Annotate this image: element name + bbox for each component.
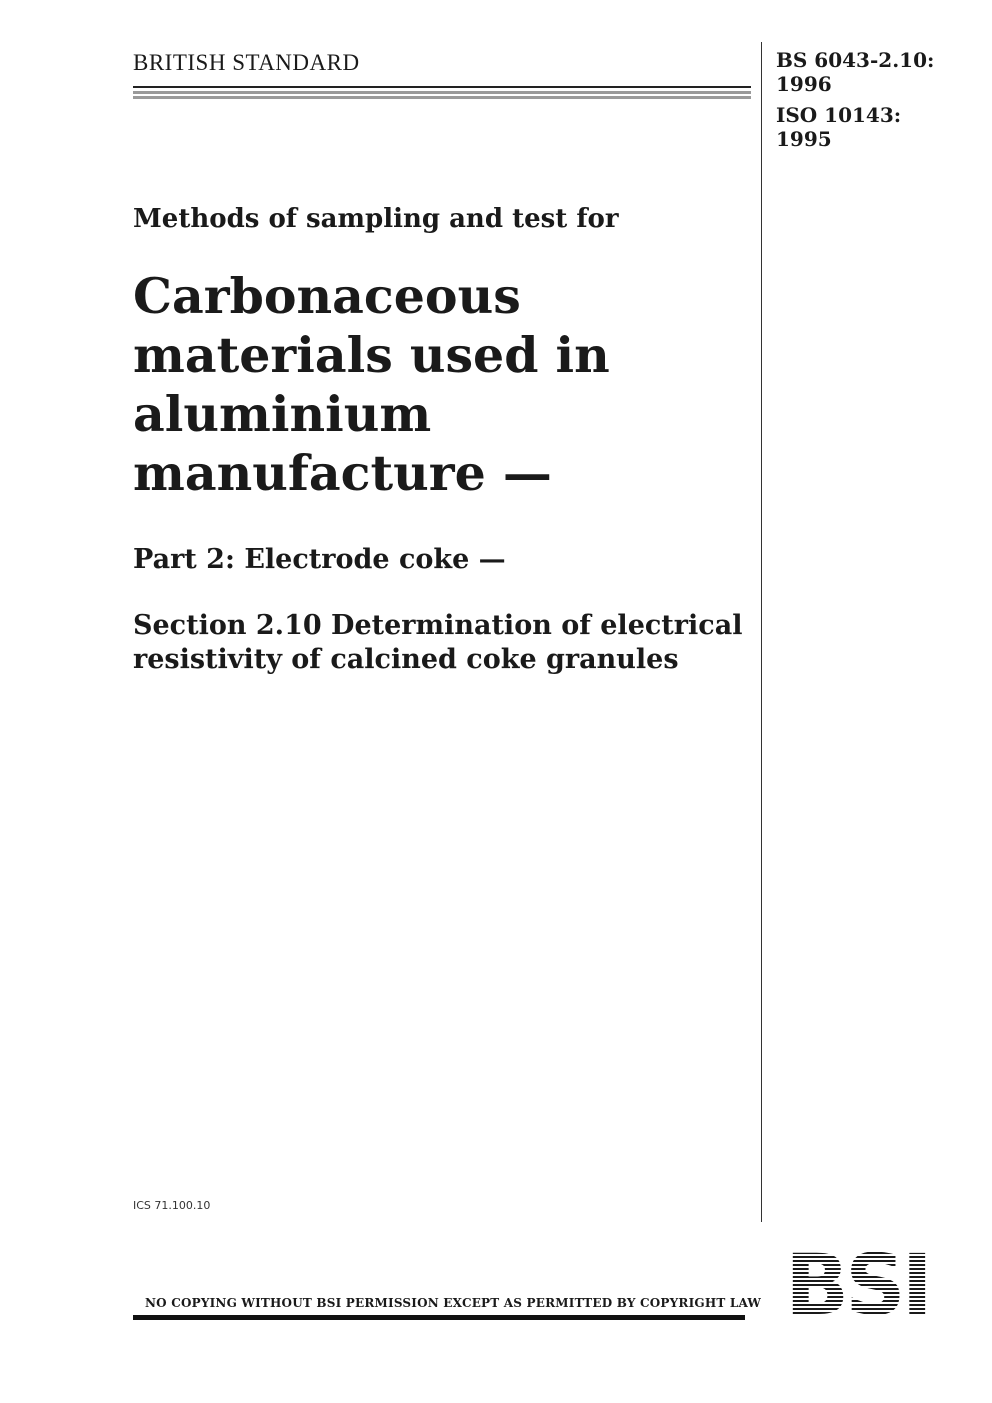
bs-year-line: 1996: [776, 72, 832, 96]
footer-rule: [133, 1315, 745, 1320]
main-title-line: materials used in: [133, 326, 610, 384]
iso-year-line: 1995: [776, 127, 832, 151]
main-title-line: aluminium: [133, 385, 432, 443]
document-type-label: BRITISH STANDARD: [133, 50, 360, 75]
section-title: [133, 609, 758, 677]
section-title-line: Section 2.10 Determination of electrical: [133, 610, 743, 641]
bsi-logo-icon: [770, 1244, 944, 1320]
svg-text:BSI: BSI: [785, 1244, 929, 1320]
column-divider: [761, 42, 762, 1222]
copyright-notice: NO COPYING WITHOUT BSI PERMISSION EXCEPT AS PERMITTED BY COPYRIGHT LAW: [145, 1296, 762, 1310]
main-title-line: manufacture —: [133, 444, 552, 502]
pre-title: Methods of sampling and test for: [133, 204, 619, 234]
bs-standard-number: [776, 48, 934, 96]
ics-code: ICS 71.100.10: [133, 1199, 211, 1212]
bs-number-line: BS 6043-2.10:: [776, 48, 935, 72]
section-title-line: resistivity of calcined coke granules: [133, 644, 679, 675]
iso-standard-number: [776, 103, 901, 151]
header-rule: [133, 86, 751, 100]
part-title: Part 2: Electrode coke —: [133, 544, 506, 575]
main-title: [133, 267, 753, 503]
iso-number-line: ISO 10143:: [776, 103, 902, 127]
main-title-line: Carbonaceous: [133, 267, 521, 325]
